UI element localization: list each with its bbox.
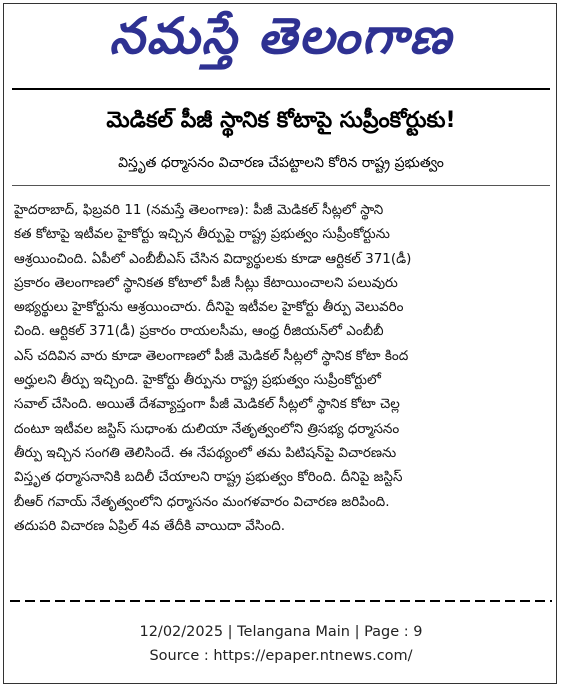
body-line: ఎస్ చదివిన వారు కూడా తెలంగాణలో పీజీ మెడికల్ సీట్లలో స్థానిక కోటా కింద [14,347,409,364]
body-line: హైదరాబాద్, ఫిబ్రవరి 11 (నమస్తే తెలంగాణ): పీజీ మెడికల్ సీట్లలో స్థాని [14,202,384,218]
body-line: సవాల్ చేసింది. అయితే దేశవ్యాప్తంగా పీజీ మెడికల్ సీట్లలో స్థానిక కోటా చెల్ల [14,396,400,413]
body-line: ప్రకారం తెలంగాణలో స్థానికత కోటాలో పీజీ సీట్లు కేటాయించాలని పలువురు [14,274,398,291]
article-body [14,198,548,538]
header-divider [12,88,550,90]
body-line: తదుపరి విచారణ ఏప్రిల్ 4వ తేదీకి వాయిదా వేసింది. [14,517,286,534]
body-line: అర్హులని తీర్పు ఇచ్చింది. హైకోర్టు తీర్పును రాష్ట్ర ప్రభుత్వం సుప్రీంకోర్టులో [14,372,381,389]
body-line: అభ్యర్థులు హైకోర్టును ఆశ్రయించారు. దీనిపై ఇటీవల హైకోర్టు తీర్పు వెలువరిం [14,299,404,316]
body-line: విస్తృత ధర్మాసనానికి బదిలీ చేయాలని రాష్ట్ర ప్రభుత్వం కోరింది. దీనిపై జస్టిస్ [14,469,403,486]
masthead-title: నమస్తే తెలంగాణ [109,6,453,65]
subhead-divider [12,185,550,186]
body-line: దంటూ ఇటీవల జస్టిస్ సుధాంశు దులియా నేతృత్వంలోని త్రిసభ్య ధర్మాసనం [14,420,400,437]
body-line: తీర్పు ఇచ్చిన సంగతి తెలిసిందే. ఈ నేపథ్యంలో తమ పిటిషన్‌పై విచారణను [14,444,397,461]
body-line: ఆశ్రయించింది. ఏపీలో ఎంబీబీఎస్ చేసిన విద్యార్థులకు కూడా ఆర్టికల్ 371(డీ) [14,250,412,267]
footer-source: Source : https://epaper.ntnews.com/ [149,648,413,664]
footer-date-page: 12/02/2025 | Telangana Main | Page : 9 [139,624,423,640]
body-line: కత కోటాపై ఇటీవల హైకోర్టు ఇచ్చిన తీర్పుపై రాష్ట్ర ప్రభుత్వం సుప్రీంకోర్టును [14,226,390,243]
dashed-separator [10,600,552,602]
body-line: చింది. ఆర్టికల్ 371(డీ) ప్రకారం రాయలసీమ, ఆంధ్ర రీజియన్‌లో ఎంబీబీ [14,323,384,340]
newspaper-masthead [0,8,562,76]
article-headline: మెడికల్ పీజీ స్థానిక కోటాపై సుప్రీంకోర్టుకు! [106,108,456,133]
body-line: బీఆర్ గవాయ్ నేతృత్వంలోని ధర్మాసనం మంగళవారం విచారణ జరిపింది. [14,493,390,510]
article-subheadline: విస్తృత ధర్మాసనం విచారణ చేపట్టాలని కోరిన రాష్ట్ర ప్రభుత్వం [118,154,444,171]
